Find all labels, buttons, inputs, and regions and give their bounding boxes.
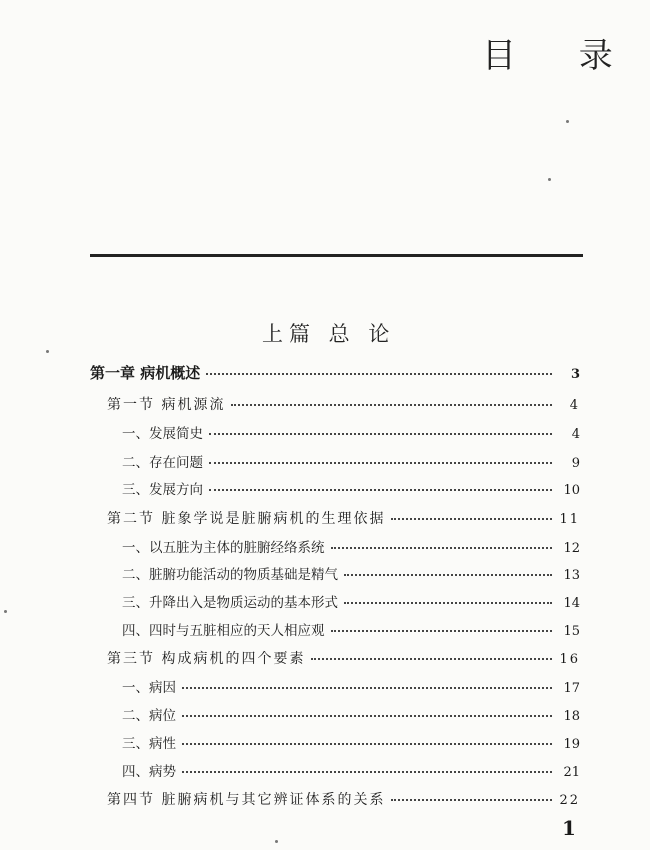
- toc-subsection[interactable]: [122, 451, 580, 473]
- toc-section-3[interactable]: [107, 648, 580, 670]
- toc-subsection[interactable]: [122, 704, 580, 726]
- toc-entry-label: 二、病位: [122, 708, 176, 724]
- toc-page-number: 4: [569, 398, 580, 413]
- toc-entry-label: 一、发展简史: [122, 426, 203, 442]
- dot-leader: [331, 535, 553, 549]
- toc-section-2[interactable]: [107, 508, 580, 530]
- toc-page-number: 15: [563, 624, 580, 639]
- toc-page-number: 11: [559, 512, 580, 527]
- page-title: 目 录: [482, 36, 639, 76]
- scan-speck: [566, 120, 569, 123]
- toc-page-number: 10: [563, 483, 580, 498]
- toc-subsection[interactable]: [122, 563, 580, 585]
- toc-page-number: 3: [570, 367, 580, 382]
- toc-entry-label: 第一章 病机概述: [90, 364, 201, 382]
- toc-subsection[interactable]: [122, 422, 580, 444]
- toc-page-number: 9: [571, 456, 580, 471]
- part-heading: 上篇 总 论: [262, 322, 396, 346]
- toc-subsection[interactable]: [122, 591, 580, 613]
- dot-leader: [344, 562, 552, 576]
- toc-page-number: 13: [563, 568, 580, 583]
- toc-page-number: 17: [563, 681, 580, 696]
- dot-leader: [231, 392, 552, 406]
- dot-leader: [182, 759, 552, 773]
- toc-entry-label: 第三节 构成病机的四个要素: [107, 651, 306, 667]
- toc-entry-label: 三、病性: [122, 736, 176, 752]
- toc-subsection[interactable]: [122, 760, 580, 782]
- toc-subsection[interactable]: [122, 478, 580, 500]
- dot-leader: [391, 506, 552, 520]
- toc-entry-label: 第四节 脏腑病机与其它辨证体系的关系: [107, 792, 386, 808]
- toc-subsection[interactable]: [122, 619, 580, 641]
- dot-leader: [391, 787, 552, 801]
- toc-subsection[interactable]: [122, 676, 580, 698]
- toc-section-1[interactable]: [107, 394, 580, 416]
- toc-entry-label: 第一节 病机源流: [107, 397, 226, 413]
- toc-page-number: 12: [563, 541, 580, 556]
- dot-leader: [209, 421, 552, 435]
- page-number: 1: [562, 816, 576, 840]
- scan-speck: [4, 610, 7, 613]
- toc-page-number: 19: [563, 737, 580, 752]
- toc-page-number: 14: [563, 596, 580, 611]
- toc-entry-label: 三、发展方向: [122, 482, 203, 498]
- dot-leader: [206, 361, 552, 375]
- dot-leader: [182, 703, 552, 717]
- dot-leader: [331, 618, 553, 632]
- toc-chapter-1[interactable]: [90, 362, 580, 384]
- dot-leader: [209, 450, 552, 464]
- toc-section-4[interactable]: [107, 789, 580, 811]
- toc-page-number: 16: [559, 652, 580, 667]
- toc-entry-label: 一、以五脏为主体的脏腑经络系统: [122, 540, 325, 556]
- toc-page-number: 18: [563, 709, 580, 724]
- toc-entry-label: 四、四时与五脏相应的天人相应观: [122, 623, 325, 639]
- toc-page-number: 4: [571, 427, 580, 442]
- dot-leader: [344, 590, 552, 604]
- dot-leader: [182, 675, 552, 689]
- toc-entry-label: 四、病势: [122, 764, 176, 780]
- scan-speck: [46, 350, 49, 353]
- dot-leader: [311, 646, 552, 660]
- toc-subsection[interactable]: [122, 732, 580, 754]
- toc-entry-label: 一、病因: [122, 680, 176, 696]
- toc-entry-label: 二、存在问题: [122, 455, 203, 471]
- toc-entry-label: 三、升降出入是物质运动的基本形式: [122, 595, 338, 611]
- dot-leader: [209, 477, 552, 491]
- scan-speck: [275, 840, 278, 843]
- scan-speck: [548, 178, 551, 181]
- toc-page-number: 21: [563, 765, 580, 780]
- toc-page-number: 22: [559, 793, 580, 808]
- toc-entry-label: 二、脏腑功能活动的物质基础是精气: [122, 567, 338, 583]
- toc-entry-label: 第二节 脏象学说是脏腑病机的生理依据: [107, 511, 386, 527]
- toc-subsection[interactable]: [122, 536, 580, 558]
- dot-leader: [182, 731, 552, 745]
